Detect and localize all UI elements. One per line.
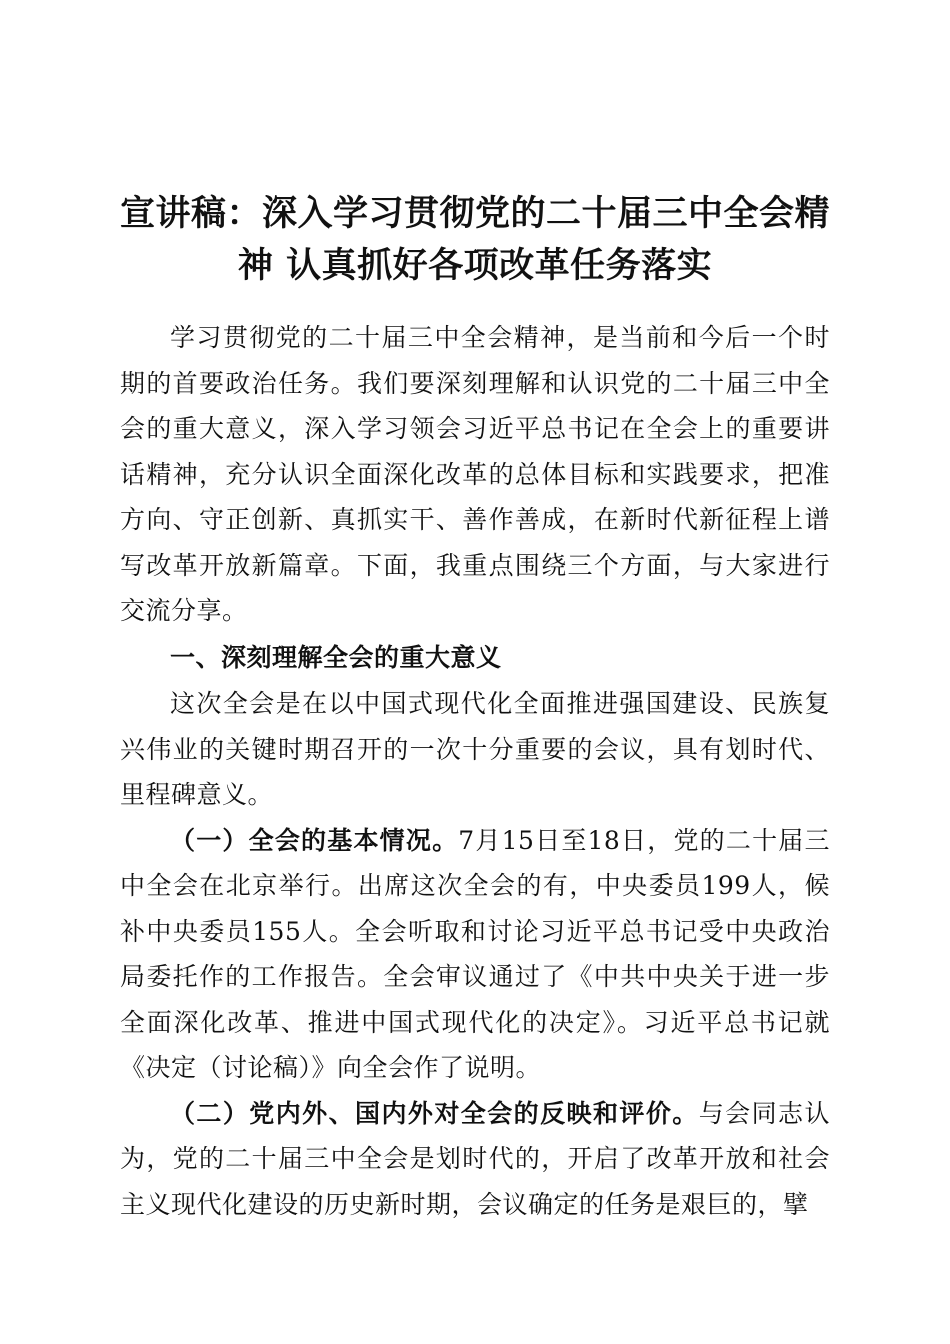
subsection-1-paragraph [120, 818, 830, 1091]
subsection-1-text: 7月15日至18日，党的二十届三中全会在北京举行。出席这次全会的有，中央委员199人，候补中央委员155人。全会听取和讨论习近平总书记受中央政治局委托作的工作报告。全会审议通过了《中共中央关于进一步全面深化改革、推进中国式现代化的决定》。习近平总书记就《决定（讨论稿）》向全会作了说明。 [120, 825, 830, 1082]
intro-paragraph: 学习贯彻党的二十届三中全会精神，是当前和今后一个时期的首要政治任务。我们要深刻理解和认识党的二十届三中全会的重大意义，深入学习领会习近平总书记在全会上的重要讲话精神，充分认识全面深化改革的总体目标和实践要求，把准方向、守正创新、真抓实干、善作善成，在新时代新征程上谱写改革开放新篇章。下面，我重点围绕三个方面，与大家进行交流分享。 [120, 323, 830, 625]
subsection-2-paragraph [120, 1091, 830, 1228]
document-page [120, 188, 830, 1227]
subsection-2-lead: （二）党内外、国内外对全会的反映和评价。 [170, 1098, 699, 1128]
document-title [120, 188, 830, 292]
section-1-heading: 一、深刻理解全会的重大意义 [170, 642, 502, 672]
document-body [120, 315, 830, 1227]
section-1-paragraph: 这次全会是在以中国式现代化全面推进强国建设、民族复兴伟业的关键时期召开的一次十分重要的会议，具有划时代、里程碑意义。 [120, 689, 830, 809]
title-line-1: 宣讲稿：深入学习贯彻党的二十届三中全会精 [120, 194, 831, 234]
subsection-2-text: 与会同志认为，党的二十届三中全会是划时代的，开启了改革开放和社会主义现代化建设的历史新时期，会议确定的任务是艰巨的，擘 [120, 1098, 830, 1219]
title-line-2: 神 认真抓好各项改革任务落实 [237, 246, 713, 286]
subsection-1-lead: （一）全会的基本情况。 [170, 825, 459, 855]
